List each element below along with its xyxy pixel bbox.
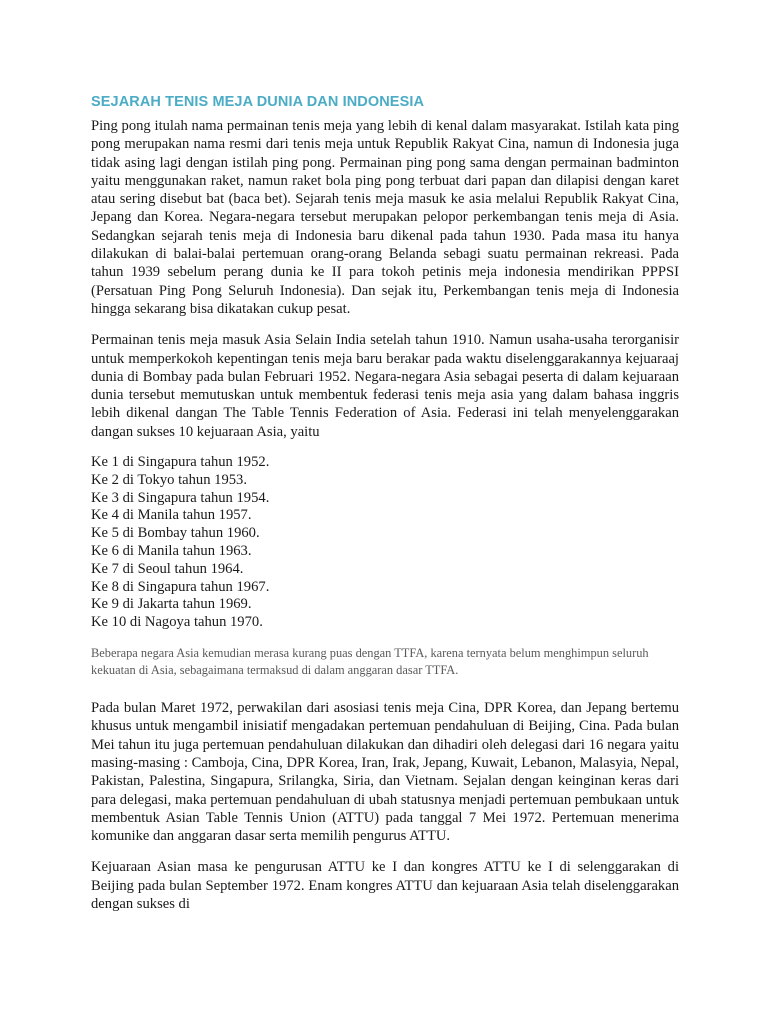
list-item: Ke 9 di Jakarta tahun 1969. [91, 596, 252, 613]
paragraph-attu-championship: Kejuaraan Asian masa ke pengurusan ATTU ke I dan kongres ATTU ke I di selenggarakan di Beijing pada bulan September 1972. Enam kongres ATTU dan kejuaraan Asia telah diselenggarakan dengan sukses di [91, 859, 679, 912]
list-item: Ke 10 di Nagoya tahun 1970. [91, 614, 263, 631]
list-item: Ke 4 di Manila tahun 1957. [91, 507, 252, 524]
list-item: Ke 3 di Singapura tahun 1954. [91, 489, 270, 506]
document-page [91, 92, 679, 926]
paragraph-intro: Ping pong itulah nama permainan tenis meja yang lebih di kenal dalam masyarakat. Istilah kata ping pong merupakan nama resmi dari tenis meja untuk Republik Rakyat Cina, namun di Indonesia juga tidak asing lagi dengan istilah ping pong. Permainan ping pong sama dengan permainan badminton yaitu menggunakan raket, namun raket bola ping pong terbuat dari papan dan dilapisi dengan karet atau sering disebut bat (baca bet). Sejarah tenis meja masuk ke asia melalui Republik Rakyat Cina, Jepang dan Korea. Negara-negara tersebut merupakan pelopor perkembangan tenis meja di Asia. Sedangkan sejarah tenis meja di Indonesia baru dikenal pada tahun 1930. Pada masa itu hanya dilakukan di balai-balai pertemuan orang-orang Belanda sebagi suatu permainan rekreasi. Pada tahun 1939 sebelum perang dunia ke II para tokoh petinis meja indonesia mendirikan PPPSI (Persatuan Ping Pong Seluruh Indonesia). Dan sejak itu, Perkembangan tenis meja di Indonesia hingga sekarang bisa dikatakan cukup pesat. [91, 118, 679, 317]
list-item: Ke 1 di Singapura tahun 1952. [91, 454, 270, 471]
paragraph-attu-founding: Pada bulan Maret 1972, perwakilan dari asosiasi tenis meja Cina, DPR Korea, dan Jepang bertemu khusus untuk mengambil inisiatif mengadakan pertemuan pendahuluan di Beijing, Cina. Pada bulan Mei tahun itu juga pertemuan pendahuluan dilakukan dan dihadiri oleh delegasi dari 16 negara yaitu masing-masing : Camboja, Cina, DPR Korea, Iran, Irak, Jepang, Kuwait, Lebanon, Malasyia, Nepal, Pakistan, Palestina, Singapura, Srilangka, Siria, dan Vietnam. Sejalan dengan keinginan keras dari para delegasi, maka pertemuan pendahuluan di ubah statusnya menjadi pertemuan pembukaan untuk membentuk Asian Table Tennis Union (ATTU) pada tanggal 7 Mei 1972. Pertemuan menerima komunike dan anggaran dasar serta memilih pengurus ATTU. [91, 700, 679, 845]
list-item: Ke 8 di Singapura tahun 1967. [91, 578, 270, 595]
championship-list [91, 454, 679, 632]
list-item: Ke 7 di Seoul tahun 1964. [91, 560, 244, 577]
ttfa-note: Beberapa negara Asia kemudian merasa kurang puas dengan TTFA, karena ternyata belum menghimpun seluruh kekuatan di Asia, sebagaimana termaksud di dalam anggaran dasar TTFA. [91, 646, 649, 678]
list-item: Ke 6 di Manila tahun 1963. [91, 543, 252, 560]
list-item: Ke 2 di Tokyo tahun 1953. [91, 471, 247, 488]
paragraph-asia-history: Permainan tenis meja masuk Asia Selain India setelah tahun 1910. Namun usaha-usaha terorganisir untuk memperkokoh kepentingan tenis meja baru berakar pada waktu diselenggarakannya kejuaraaj dunia di Bombay pada bulan Februari 1952. Negara-negara Asia sebagai peserta di dalam kejuaraan dunia tersebut memutuskan untuk membentuk federasi tenis meja asia yang dalam bahasa inggris lebih dikenal dangan The Table Tennis Federation of Asia. Federasi ini telah menyelenggarakan dangan sukses 10 kejuaraan Asia, yaitu [91, 332, 679, 440]
list-item: Ke 5 di Bombay tahun 1960. [91, 525, 260, 542]
document-title: SEJARAH TENIS MEJA DUNIA DAN INDONESIA [91, 94, 425, 110]
